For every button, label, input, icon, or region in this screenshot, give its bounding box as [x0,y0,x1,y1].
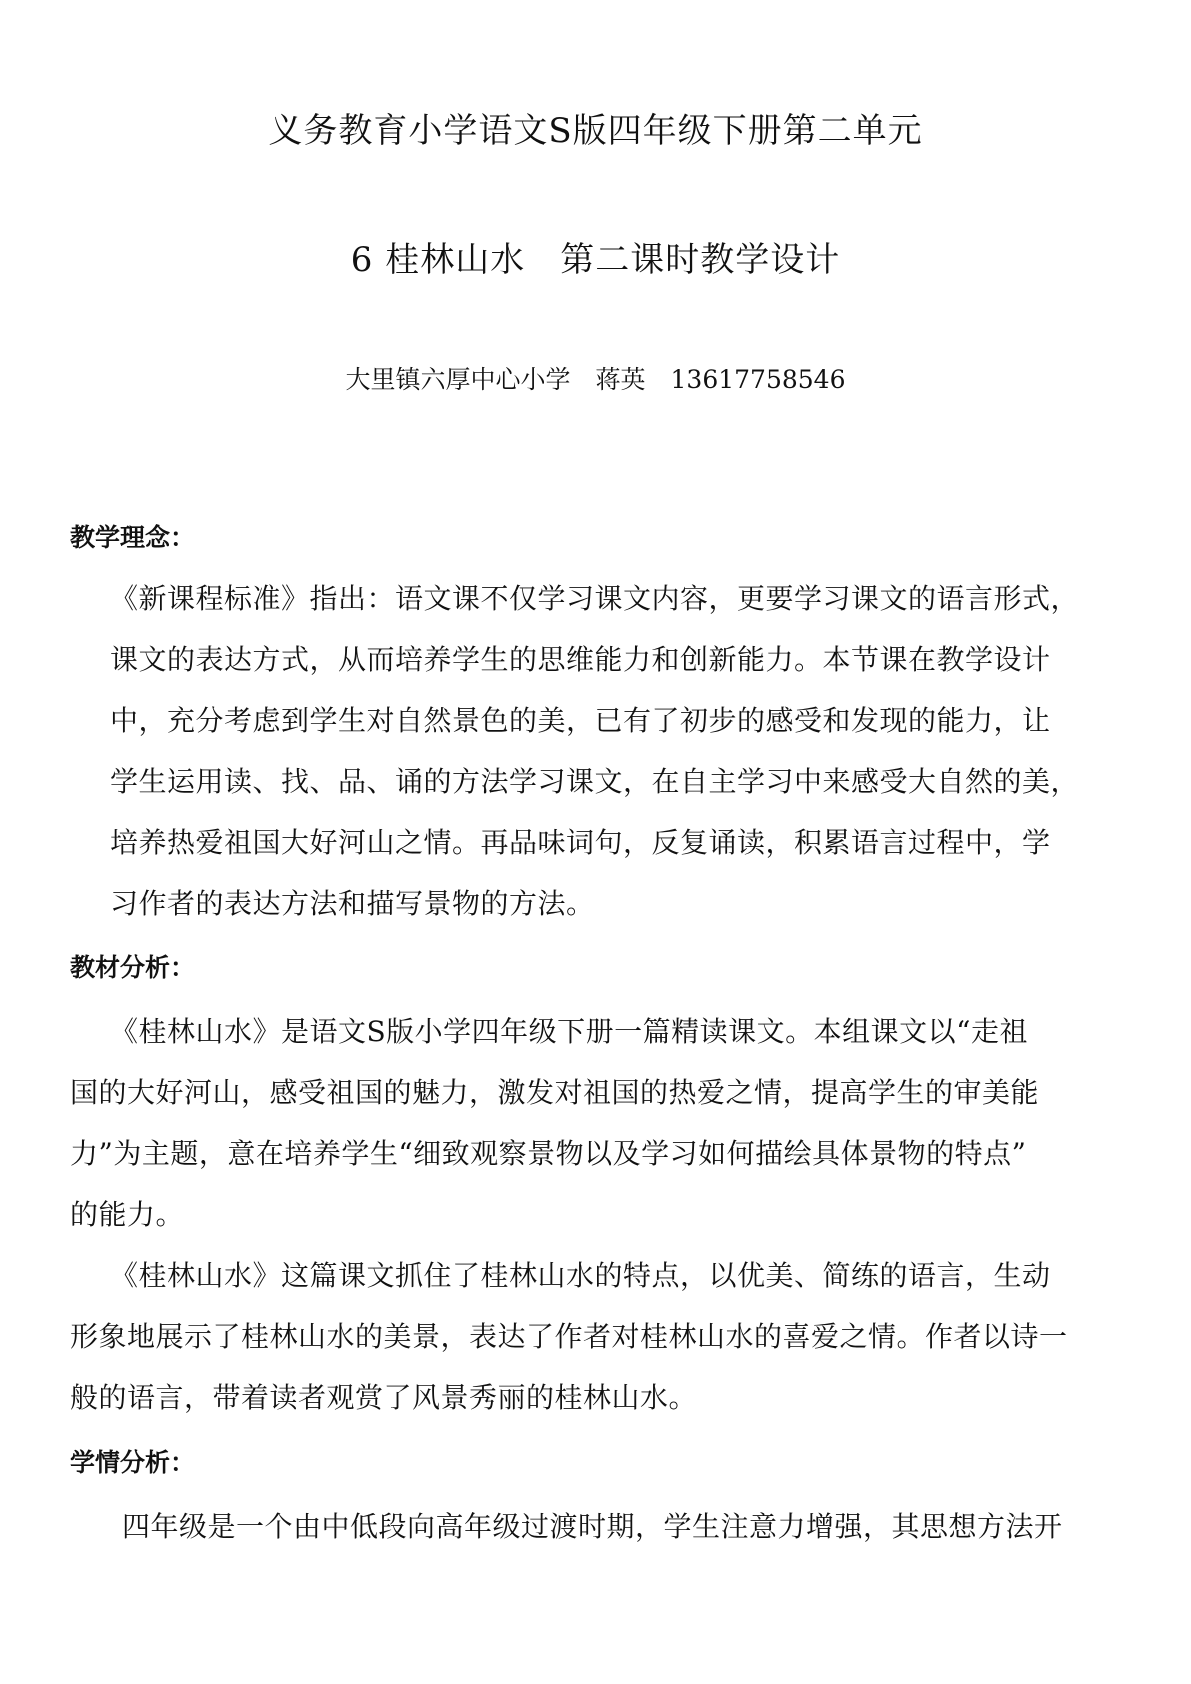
paragraph-line: 中，充分考虑到学生对自然景色的美，已有了初步的感受和发现的能力，让 [110,704,1051,737]
paragraph-line: 国的大好河山，感受祖国的魅力，激发对祖国的热爱之情，提高学生的审美能 [70,1076,1040,1109]
section-heading-teaching-philosophy: 教学理念： [70,523,196,552]
paragraph-line: 《桂林山水》这篇课文抓住了桂林山水的特点，以优美、简练的语言，生动 [110,1259,1051,1292]
paragraph-line: 习作者的表达方法和描写景物的方法。 [110,887,595,920]
section-heading-textbook-analysis: 教材分析： [70,953,196,982]
paragraph-line: 《新课程标准》指出：语文课不仅学习课文内容，更要学习课文的语言形式， [110,582,1080,615]
paragraph-line: 般的语言，带着读者观赏了风景秀丽的桂林山水。 [70,1381,698,1414]
paragraph-line: 培养热爱祖国大好河山之情。再品味词句，反复诵读，积累语言过程中，学 [110,826,1051,859]
paragraph-line: 力”为主题，意在培养学生“细致观察景物以及学习如何描绘具体景物的特点” [70,1137,1027,1170]
paragraph-line: 《桂林山水》是语文S版小学四年级下册一篇精读课文。本组课文以“走祖 [110,1015,1028,1048]
paragraph-line: 学生运用读、找、品、诵的方法学习课文，在自主学习中来感受大自然的美， [110,765,1080,798]
author-line: 大里镇六厚中心小学 蒋英 13617758546 [345,365,846,394]
paragraph-line: 课文的表达方式，从而培养学生的思维能力和创新能力。本节课在教学设计 [110,643,1051,676]
paragraph-line: 四年级是一个由中低段向高年级过渡时期，学生注意力增强，其思想方法开 [122,1510,1063,1543]
section-heading-student-analysis: 学情分析： [70,1448,196,1477]
paragraph-line: 的能力。 [70,1198,185,1231]
lesson-title: 6 桂林山水 第二课时教学设计 [350,240,841,280]
paragraph-line: 形象地展示了桂林山水的美景，表达了作者对桂林山水的喜爱之情。作者以诗一 [70,1320,1068,1353]
document-title: 义务教育小学语文S版四年级下册第二单元 [268,111,923,151]
